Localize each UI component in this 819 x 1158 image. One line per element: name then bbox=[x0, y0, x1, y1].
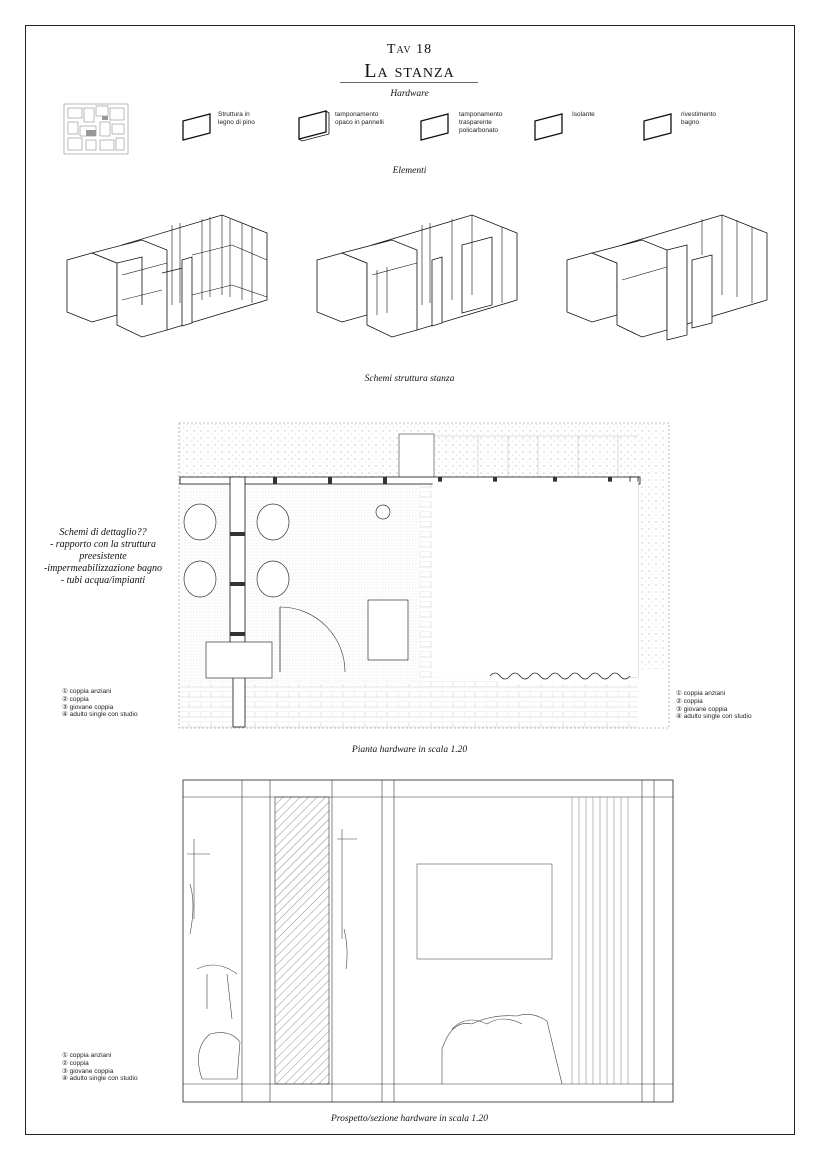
hardware-label-4: Isolante bbox=[572, 111, 595, 118]
hardware-heading: Hardware bbox=[390, 89, 429, 99]
floor-plan-drawing bbox=[178, 422, 670, 730]
legend-num: ① bbox=[62, 1052, 68, 1059]
legend-label: adulto single con studio bbox=[683, 713, 752, 721]
hardware-panel-5-icon bbox=[643, 113, 675, 141]
note-line-3: -impermeabilizzazione bagno bbox=[43, 563, 163, 574]
legend-num: ② bbox=[62, 1059, 68, 1067]
legend-num: ③ bbox=[676, 705, 682, 713]
title-underline bbox=[340, 82, 478, 83]
legend-label: coppia bbox=[683, 697, 703, 705]
axonometric-scheme-1 bbox=[62, 205, 277, 345]
legend-label: adulto single con studio bbox=[69, 711, 138, 719]
elevation-caption: Prospetto/sezione hardware in scala 1.20 bbox=[330, 1114, 488, 1124]
axonometric-scheme-3 bbox=[562, 205, 777, 350]
note-line-1: Schemi di dettaglio?? bbox=[59, 527, 147, 538]
legend-label: coppia anziani bbox=[69, 1052, 112, 1059]
legend-num: ② bbox=[676, 697, 682, 705]
legend-num: ③ bbox=[62, 1067, 68, 1075]
axonometric-scheme-2 bbox=[312, 205, 527, 345]
hardware-label-3: tamponamento trasparente policarbonato bbox=[459, 111, 503, 134]
legend-label: giovane coppia bbox=[69, 1067, 114, 1075]
sheet-number: Tav 18 bbox=[386, 42, 433, 57]
hardware-panel-1-icon bbox=[182, 113, 214, 141]
plan-legend-right bbox=[676, 690, 752, 721]
legend-label: adulto single con studio bbox=[69, 1075, 138, 1083]
legend-label: coppia bbox=[69, 695, 89, 703]
sheet-title: La stanza bbox=[364, 60, 455, 82]
legend-label: coppia bbox=[69, 1059, 89, 1067]
legend-num: ④ bbox=[62, 711, 68, 719]
detail-notes bbox=[28, 527, 178, 587]
legend-label: giovane coppia bbox=[69, 703, 114, 711]
hardware-panel-4-icon bbox=[534, 113, 566, 141]
legend-num: ① bbox=[676, 690, 682, 697]
hardware-label-2: tamponamento opaco in pannelli bbox=[335, 111, 384, 126]
elements-heading: Elementi bbox=[392, 166, 427, 176]
plan-caption: Pianta hardware in scala 1.20 bbox=[351, 745, 468, 755]
note-line-4: - tubi acqua/impianti bbox=[60, 575, 146, 586]
legend-label: coppia anziani bbox=[69, 688, 112, 695]
hardware-label-1: Struttura in legno di pino bbox=[218, 111, 255, 126]
legend-label: coppia anziani bbox=[683, 690, 726, 697]
structure-caption: Schemi struttura stanza bbox=[364, 374, 455, 384]
hardware-label-5: rivestimento bagno bbox=[681, 111, 717, 126]
legend-num: ③ bbox=[62, 703, 68, 711]
key-plan-thumbnail bbox=[62, 100, 132, 158]
hardware-panel-3-icon bbox=[420, 113, 452, 141]
legend-num: ② bbox=[62, 695, 68, 703]
legend-num: ④ bbox=[676, 713, 682, 721]
note-line-2: - rapporto con la struttura preesistente bbox=[49, 539, 157, 562]
elevation-drawing bbox=[182, 779, 674, 1104]
plan-legend-left bbox=[62, 688, 138, 719]
legend-num: ④ bbox=[62, 1075, 68, 1083]
elevation-legend bbox=[62, 1052, 138, 1083]
legend-num: ① bbox=[62, 688, 68, 695]
hardware-panel-2-icon bbox=[298, 110, 332, 142]
legend-label: giovane coppia bbox=[683, 705, 728, 713]
